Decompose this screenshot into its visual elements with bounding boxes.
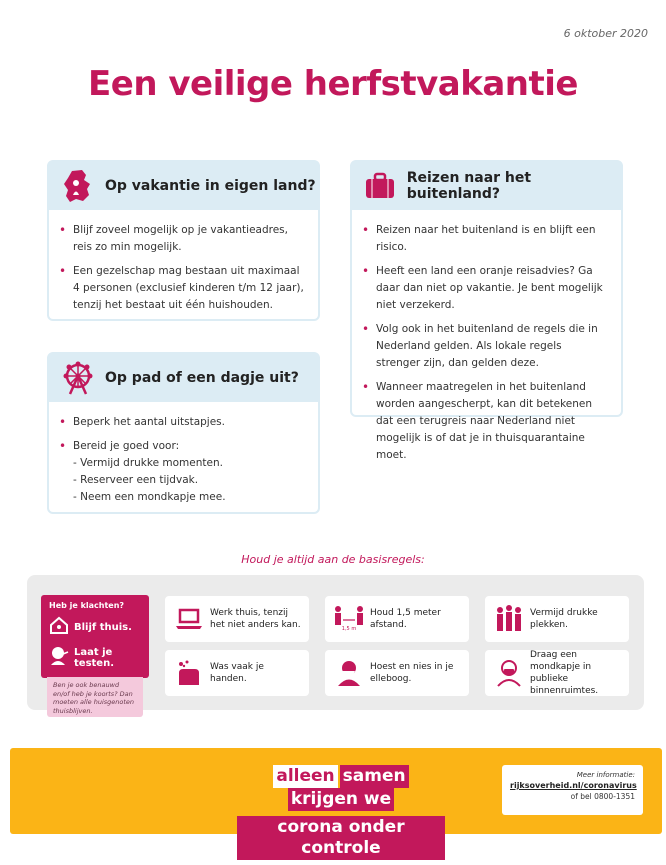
slogan-word: corona onder controle	[237, 816, 445, 860]
slogan-line-1	[236, 765, 446, 811]
bullet-list	[49, 402, 318, 523]
laptop-icon	[173, 603, 205, 635]
card-header	[49, 354, 318, 402]
list-item: • Beperk het aantal uitstapjes.	[69, 414, 304, 431]
complaints-note: Ben je ook benauwd en/of heb je koorts? Dan moeten alle huisgenoten thuisblijven.	[47, 677, 143, 717]
card-header	[352, 162, 621, 210]
list-item: • Volg ook in het buitenland de regels die in Nederland gelden. Als lokale regels strenger zijn, dan gelden deze.	[372, 321, 607, 372]
info-phone: of bel 0800-1351	[570, 792, 635, 801]
rule-text: Draag een mondkapje in publieke binnenruimtes.	[530, 650, 599, 696]
card-abroad	[350, 160, 623, 461]
rule-face-mask	[485, 650, 629, 696]
distance-label: 1,5 m	[341, 626, 357, 632]
test-person-icon	[49, 645, 69, 670]
rule-wash-hands	[165, 650, 309, 696]
card-day-out	[47, 352, 320, 514]
rule-cough-elbow	[325, 650, 469, 696]
card-heading: Op pad of een dagje uit?	[105, 370, 299, 386]
slogan-word: samen	[340, 765, 409, 788]
bullet-list	[49, 210, 318, 331]
list-item: • Een gezelschap mag bestaan uit maximaal 4 personen (exclusief kinderen t/m 12 jaar), tenzij het bestaat uit één huishouden.	[69, 263, 304, 314]
stay-home-label: Blijf thuis.	[74, 622, 132, 633]
info-label: Meer informatie:	[576, 771, 635, 779]
list-item	[69, 438, 304, 506]
list-item: • Blijf zoveel mogelijk op je vakantieadres, reis zo min mogelijk.	[69, 222, 304, 256]
more-info-box	[502, 765, 643, 815]
campaign-slogan	[236, 765, 446, 865]
face-mask-icon	[493, 657, 525, 689]
list-item: • Heeft een land een oranje reisadvies? Ga daar dan niet op vakantie. Je bent mogelijk niet verzekerd.	[372, 263, 607, 314]
slogan-line-2	[236, 816, 446, 860]
list-item: • Wanneer maatregelen in het buitenland worden aangescherpt, kan dit betekenen dat een terugreis naar Nederland niet mogelijk is of dat je in thuisquarantaine moet.	[372, 379, 607, 464]
rule-text: Werk thuis, tenzij het niet anders kan.	[210, 608, 301, 630]
rule-text: Was vaak je handen.	[210, 662, 264, 684]
house-icon	[49, 616, 69, 639]
page-title: Een veilige herfstvakantie	[88, 64, 578, 104]
netherlands-map-icon	[61, 169, 95, 203]
rule-work-from-home	[165, 596, 309, 642]
complaints-question: Heb je klachten?	[49, 601, 125, 610]
publication-date: 6 oktober 2020	[563, 27, 648, 40]
complaints-box	[41, 595, 149, 678]
card-header	[49, 162, 318, 210]
list-item-intro: • Bereid je goed voor:	[73, 440, 180, 452]
bullet-list	[352, 210, 621, 481]
stay-home-row	[49, 616, 141, 639]
card-heading: Op vakantie in eigen land?	[105, 178, 316, 194]
get-tested-label: Laat je testen.	[74, 646, 114, 669]
ferris-wheel-icon	[61, 361, 95, 395]
rule-text: Hoest en nies in je elleboog.	[370, 662, 454, 684]
wash-hands-icon	[173, 657, 205, 689]
sub-item: - Reserveer een tijdvak.	[73, 474, 199, 486]
card-own-country	[47, 160, 320, 321]
rule-text: Houd 1,5 meter afstand.	[370, 608, 441, 630]
card-heading: Reizen naar het buitenland?	[406, 170, 532, 202]
sub-item: - Vermijd drukke momenten.	[73, 457, 223, 469]
rule-text: Vermijd drukke plekken.	[530, 608, 598, 630]
cough-elbow-icon	[333, 657, 365, 689]
suitcase-icon	[364, 169, 397, 203]
rule-avoid-crowds	[485, 596, 629, 642]
get-tested-row	[49, 645, 141, 670]
slogan-word: krijgen we	[288, 788, 394, 811]
crowd-icon	[493, 603, 525, 635]
sub-item: - Neem een mondkapje mee.	[73, 491, 226, 503]
rule-distance	[325, 596, 469, 642]
info-link[interactable]: rijksoverheid.nl/coronavirus	[510, 781, 637, 790]
list-item: • Reizen naar het buitenland is en blijft een risico.	[372, 222, 607, 256]
distance-icon	[333, 603, 365, 635]
slogan-word: alleen	[273, 765, 337, 788]
basic-rules-title: Houd je altijd aan de basisregels:	[241, 553, 425, 566]
